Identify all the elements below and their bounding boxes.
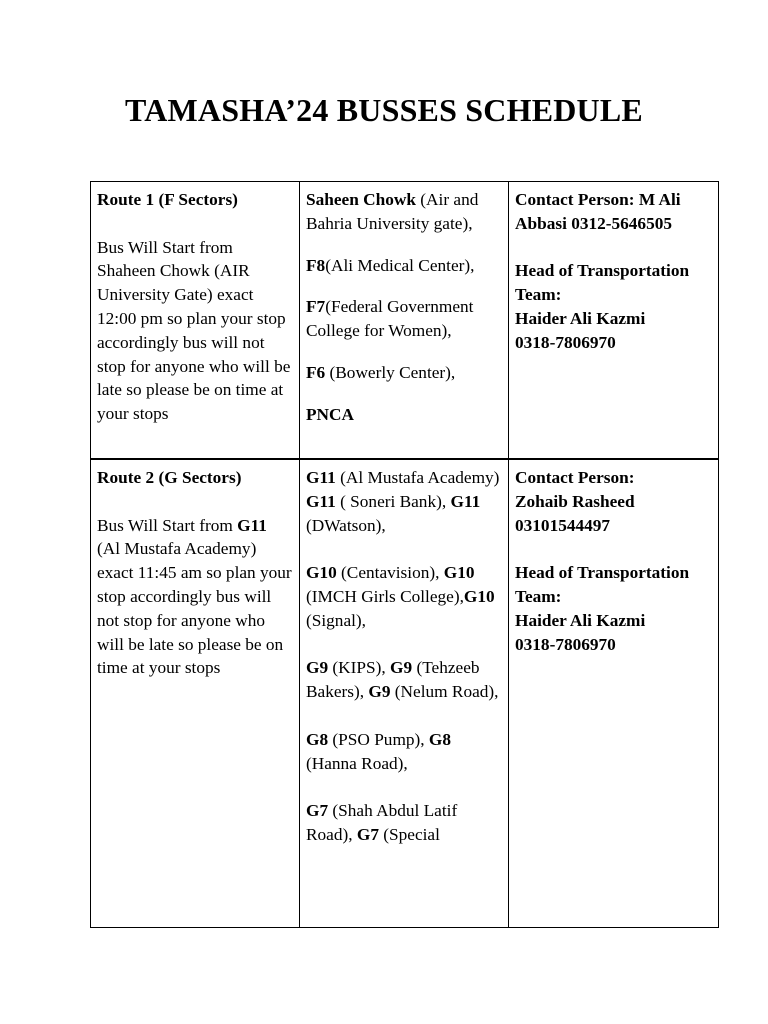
route-2-stop-group-g8: G8 (PSO Pump), G8 (Hanna Road), — [306, 729, 452, 773]
route-2-heading: Route 2 (G Sectors) — [97, 468, 242, 487]
route-1-stop: Saheen Chowk (Air and Bahria University gate), — [306, 190, 479, 233]
route-2-stops-cell — [300, 459, 509, 928]
table-row-route-1 — [91, 182, 719, 460]
route-1-contact-cell — [509, 182, 719, 460]
route-2-stop-group-g10: G10 (Centavision), G10 (IMCH Girls College),G10 (Signal), — [306, 563, 495, 630]
route-1-description: Bus Will Start from Shaheen Chowk (AIR University Gate) exact 12:00 pm so plan your stop accordingly bus will not stop for anyone who will be late so please be on time at your stops — [97, 237, 291, 424]
route-1-head-label: Head of Transportation Team: — [515, 261, 690, 305]
route-1-stops-cell — [300, 182, 509, 460]
route-1-heading: Route 1 (F Sectors) — [97, 190, 238, 209]
bus-schedule-table — [90, 181, 719, 928]
route-2-contact-phone: 03101544497 — [515, 515, 611, 535]
page-title: TAMASHA’24 BUSSES SCHEDULE — [125, 92, 643, 128]
route-2-stop-group-g7: G7 (Shah Abdul Latif Road), G7 (Special — [306, 801, 458, 844]
route-2-info-cell — [91, 459, 300, 928]
route-2-stop-group-g9: G9 (KIPS), G9 (Tehzeeb Bakers), G9 (Nelum Road), — [306, 658, 499, 702]
route-1-contact-person: Contact Person: M Ali Abbasi 0312-5646505 — [515, 190, 681, 233]
route-2-contact-name: Zohaib Rasheed — [515, 491, 635, 511]
route-2-contact-label: Contact Person: — [515, 468, 635, 487]
route-1-stop: F8(Ali Medical Center), — [306, 255, 475, 275]
route-2-head-name: Haider Ali Kazmi — [515, 610, 646, 630]
route-1-stop: F6 (Bowerly Center), — [306, 362, 456, 382]
route-1-stop: PNCA — [306, 404, 354, 424]
route-1-head-phone: 0318-7806970 — [515, 332, 616, 352]
route-2-head-phone: 0318-7806970 — [515, 634, 616, 654]
route-2-contact-cell — [509, 459, 719, 928]
route-1-stop: F7(Federal Government College for Women), — [306, 297, 474, 341]
table-row-route-2 — [91, 459, 719, 928]
route-2-stop-group-g11: G11 (Al Mustafa Academy) G11 ( Soneri Bank), G11 (DWatson), — [306, 468, 500, 535]
route-1-info-cell — [91, 182, 300, 460]
route-2-description: Bus Will Start from G11 (Al Mustafa Academy) exact 11:45 am so plan your stop accordingly bus will not stop for anyone who will be late so please be on time at your stops — [97, 515, 292, 678]
route-1-head-name: Haider Ali Kazmi — [515, 308, 646, 328]
route-2-head-label: Head of Transportation Team: — [515, 563, 690, 606]
